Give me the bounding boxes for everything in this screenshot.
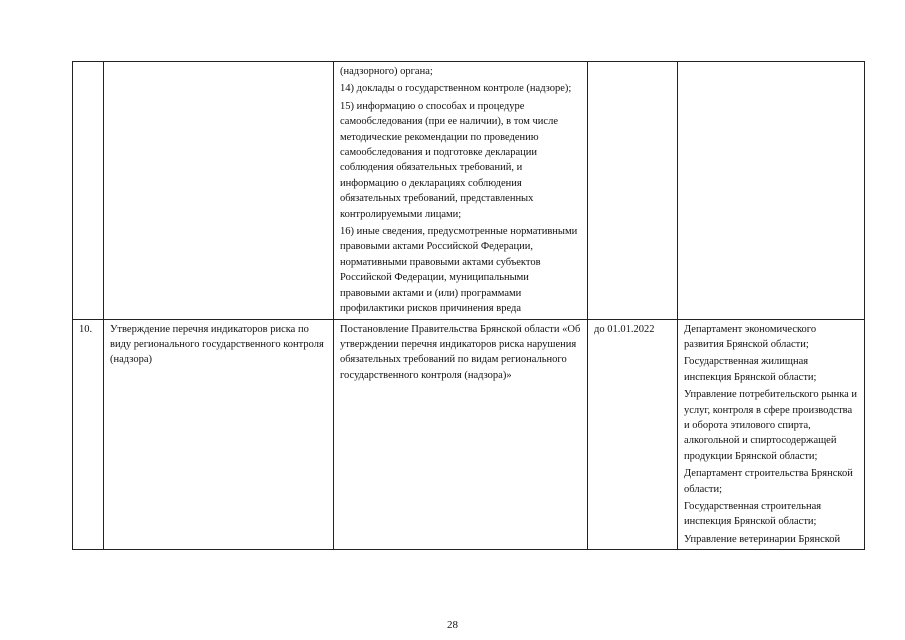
responsible-item: Государственная жилищная инспекция Брянской области; (684, 356, 817, 383)
page-number: 28 (447, 619, 458, 631)
responsible-item: Управление потребительского рынка и услуг, контроля в сфере производства и оборота этилового спирта, алкогольной и спиртосодержащей продукции Брянской области; (684, 389, 858, 462)
document-cell (334, 62, 588, 320)
deadline-cell (588, 62, 678, 320)
table-row (73, 319, 865, 550)
activity-cell: Утверждение перечня индикаторов риска по виду регионального государственного контроля (надзора) (104, 319, 334, 550)
activity-cell (104, 62, 334, 320)
responsible-cell (678, 319, 865, 550)
responsible-item: Департамент строительства Брянской области; (684, 468, 853, 495)
cell-paragraph: 15) информацию о способах и процедуре самообследования (при ее наличии), в том числе методические рекомендации по проведению самообследования и подготовке декларации соблюдения обязательных требований, и информацию о декларациях соблюдения обязательных требований, представленных контролируемыми лицами; (340, 100, 558, 220)
responsible-cell (678, 62, 865, 320)
cell-paragraph: 14) доклады о государственном контроле (надзоре); (340, 83, 572, 95)
measures-table (72, 61, 865, 550)
table-row (73, 62, 865, 320)
row-number: 10. (73, 319, 104, 550)
responsible-item: Управление ветеринарии Брянской (684, 533, 841, 545)
number-cell (73, 62, 104, 320)
deadline-cell: до 01.01.2022 (588, 319, 678, 550)
responsible-item: Департамент экономического развития Брянской области; (684, 323, 817, 350)
cell-paragraph: 16) иные сведения, предусмотренные нормативными правовыми актами Российской Федерации, нормативными правовыми актами субъектов Российской Федерации, муниципальными правовыми актами и (или) программами профилактики рисков причинения вреда (340, 226, 578, 315)
cell-paragraph: (надзорного) органа; (340, 66, 433, 77)
document-cell: Постановление Правительства Брянской области «Об утверждении перечня индикаторов риска нарушения обязательных требований по видам регионального государственного контроля (надзора)» (334, 319, 588, 550)
responsible-item: Государственная строительная инспекция Брянской области; (684, 500, 822, 528)
